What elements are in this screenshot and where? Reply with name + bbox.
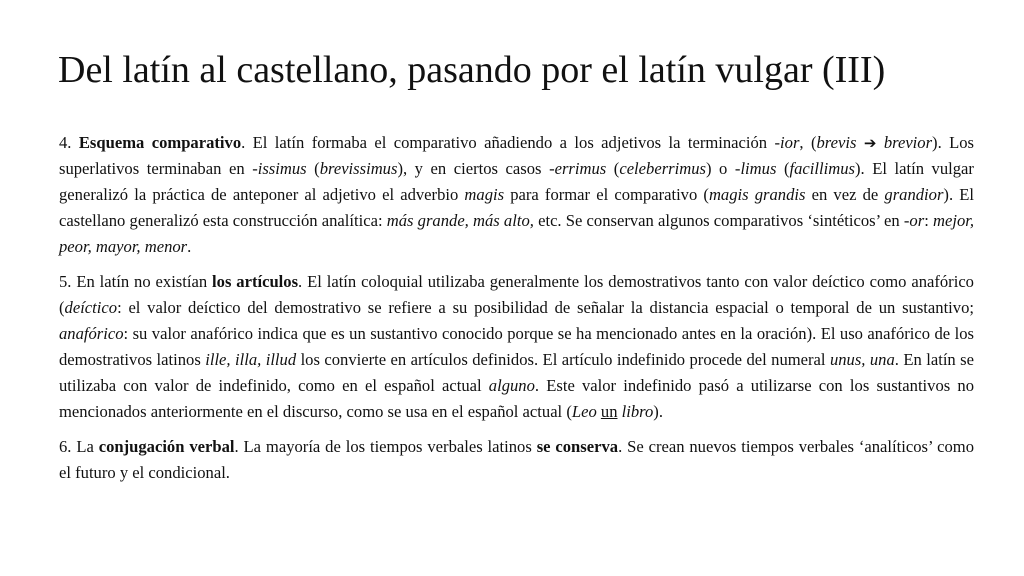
term-limus: -limus — [734, 159, 777, 178]
heading-conjugacion-verbal: conjugación verbal — [98, 437, 235, 456]
text-run: . Este valor indefinido pasó a utilizarse con los sustantivos no mencionados anteriormente en el discurso, como se usa en el español actual ( — [59, 376, 974, 421]
paragraph-comparative — [59, 130, 974, 260]
text-run: . Se crean nuevos tiempos verbales ‘analíticos’ como el futuro y el condicional. — [59, 437, 975, 482]
term-brevis: brevis — [816, 133, 857, 152]
text-run: . El latín formaba el comparativo añadiendo a los adjetivos la terminación — [241, 133, 775, 152]
text-run: : su valor anafórico indica que es un sustantivo conocido porque se ha mencionado antes en la oración). El uso anafórico de los demostrativos latinos — [59, 324, 974, 369]
term-se-conserva: se conserva — [536, 437, 619, 456]
term-unus-una: unus, una — [829, 350, 895, 369]
text-run: : el valor deíctico del demostrativo se refiere a su posibilidad de señalar la distancia espacial o temporal de un sustantivo; — [117, 298, 974, 317]
text-run: , ( — [799, 133, 817, 152]
term-mejor-peor: mejor, peor, mayor, menor — [59, 211, 975, 256]
term-ille-illa-illud: ille, illa, illud — [205, 350, 297, 369]
slide-body — [59, 130, 974, 495]
term-magis-grandis: magis grandis — [708, 185, 806, 204]
text-run: ( — [606, 159, 620, 178]
text-run: ). Los superlativos terminaban en — [59, 133, 975, 178]
term-facillimus: facillimus — [789, 159, 855, 178]
text-run: ). — [653, 402, 663, 421]
text-run: . El latín coloquial utilizaba generalmente los demostrativos tanto con valor deíctico como anafórico ( — [59, 272, 974, 317]
paragraph-articles — [59, 269, 974, 425]
term-libro: libro — [621, 402, 654, 421]
arrow-right-icon: ➔ — [863, 134, 877, 152]
text-run: . — [187, 237, 192, 256]
term-errimus: -errimus — [549, 159, 607, 178]
heading-esquema-comparativo: Esquema comparativo — [78, 133, 242, 152]
text-run: : — [924, 211, 933, 230]
term-brevissimus: brevissimus — [319, 159, 398, 178]
text-run: en vez de — [805, 185, 885, 204]
text-run: ), y en ciertos casos — [397, 159, 550, 178]
term-alguno: alguno — [488, 376, 535, 395]
term-or: -or — [903, 211, 925, 230]
term-anaforico: anafórico — [59, 324, 124, 343]
term-un: un — [600, 402, 618, 421]
text-run: 6. La — [59, 437, 99, 456]
text-run: ). El castellano generalizó esta construcción analítica: — [59, 185, 974, 230]
term-magis: magis — [464, 185, 505, 204]
text-run: ( — [776, 159, 790, 178]
text-run: etc. Se conservan algunos comparativos ‘sintéticos’ en — [533, 211, 904, 230]
text-run: . La mayoría de los tiempos verbales latinos — [234, 437, 537, 456]
term-grandior: grandior — [884, 185, 944, 204]
text-run: ( — [306, 159, 320, 178]
heading-los-articulos: los artículos — [212, 272, 299, 291]
text-run: 5. En latín no existían — [59, 272, 213, 291]
term-deictico: deíctico — [64, 298, 118, 317]
term-leo: Leo — [571, 402, 597, 421]
text-run: los convierte en artículos definidos. El artículo indefinido procede del numeral — [296, 350, 830, 369]
term-brevior: brevior — [883, 133, 933, 152]
text-run: para formar el comparativo ( — [504, 185, 709, 204]
paragraph-conjugation — [59, 434, 974, 486]
text-run: . En latín se utilizaba con valor de indefinido, como en el español actual — [59, 350, 974, 395]
slide-title: Del latín al castellano, pasando por el latín vulgar (III) — [58, 49, 886, 91]
item-number: 4. — [59, 133, 72, 152]
term-mas-grande: más grande, más alto, — [386, 211, 534, 230]
term-issimus: -issimus — [252, 159, 307, 178]
text-run: ) o — [705, 159, 735, 178]
term-ior: -ior — [774, 133, 800, 152]
term-celeberrimus: celeberrimus — [619, 159, 706, 178]
text-run: ). El latín vulgar generalizó la práctica de anteponer al adjetivo el adverbio — [59, 159, 974, 204]
